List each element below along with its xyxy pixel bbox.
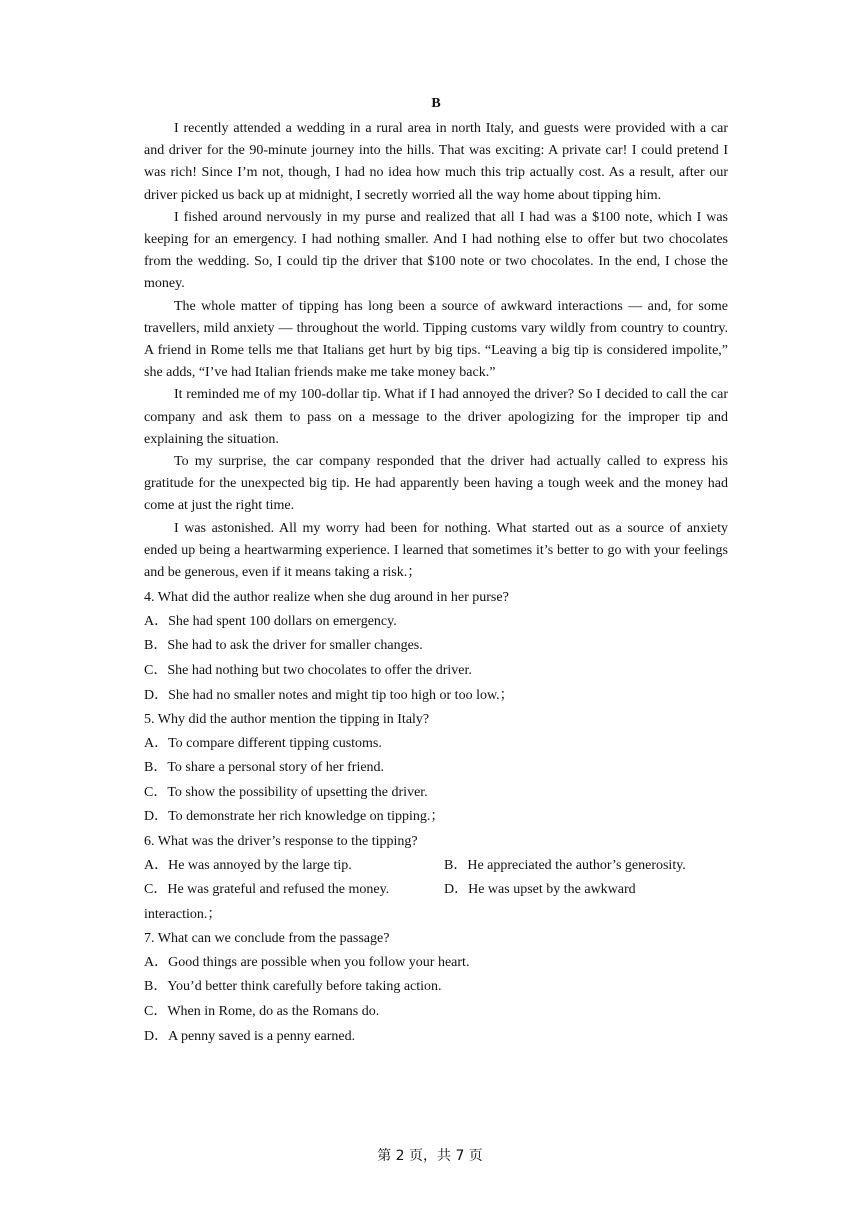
option-b: B．She had to ask the driver for smaller changes. xyxy=(144,638,423,654)
passage xyxy=(144,118,728,584)
question-4 xyxy=(144,586,728,708)
option-a: A．He was annoyed by the large tip. xyxy=(144,857,352,873)
question-stem: 4. What did the author realize when she dug around in her purse? xyxy=(144,590,509,606)
question-stem: 7. What can we conclude from the passage? xyxy=(144,931,390,947)
page-footer: 第 2 页，共 7 页 xyxy=(377,1148,483,1164)
option-row xyxy=(144,854,728,879)
option-d: D．To demonstrate her rich knowledge on tipping.； xyxy=(144,809,445,825)
option-c: C．When in Rome, do as the Romans do. xyxy=(144,1003,380,1019)
question-6 xyxy=(144,830,728,927)
option-b: B．To share a personal story of her friend. xyxy=(144,760,385,776)
option-d: D．He was upset by the awkward xyxy=(444,882,636,898)
option-a: A．Good things are possible when you follow your heart. xyxy=(144,954,470,970)
option-a: A．To compare different tipping customs. xyxy=(144,735,382,751)
passage-paragraph-1: I recently attended a wedding in a rural area in north Italy, and guests were provided with a car and driver for the 90-minute journey into the hills. That was exciting: A private car! I could pretend I was rich! Since I’m not, though, I had no idea how much this trip actually cost. As a result, after our driver picked us back up at midnight, I secretly worried all the way home about tipping him. xyxy=(144,121,728,203)
question-stem: 6. What was the driver’s response to the tipping? xyxy=(144,834,418,850)
option-a: A．She had spent 100 dollars on emergency. xyxy=(144,613,397,629)
option-c: C．To show the possibility of upsetting the driver. xyxy=(144,784,428,800)
option-c: C．She had nothing but two chocolates to offer the driver. xyxy=(144,662,472,678)
option-c: C．He was grateful and refused the money. xyxy=(144,882,390,898)
option-row xyxy=(144,878,728,903)
question-stem: 5. Why did the author mention the tipping in Italy? xyxy=(144,712,430,728)
page-content xyxy=(144,94,728,1049)
section-title: B xyxy=(431,96,441,111)
passage-paragraph-3: The whole matter of tipping has long been a source of awkward interactions — and, for some travellers, mild anxiety — throughout the world. Tipping customs vary wildly from country to country. A friend in Rome tells me that Italians get hurt by big tips. “Leaving a big tip is considered impolite,” she adds, “I’ve had Italian friends make me take money back.” xyxy=(144,298,728,381)
option-d-continuation: interaction.； xyxy=(144,906,222,922)
option-b: B．You’d better think carefully before taking action. xyxy=(144,979,442,995)
option-d: D．She had no smaller notes and might tip too high or too low.； xyxy=(144,687,514,703)
passage-paragraph-6: I was astonished. All my worry had been for nothing. What started out as a source of anxiety ended up being a heartwarming experience. I learned that sometimes it’s better to go with your feelings and be generous, even if it means taking a risk.； xyxy=(144,520,728,581)
option-d: D．A penny saved is a penny earned. xyxy=(144,1028,356,1044)
passage-paragraph-5: To my surprise, the car company responded that the driver had actually called to express his gratitude for the unexpected big tip. He had apparently been having a tough week and the money had come at just the right time. xyxy=(144,454,728,514)
option-b: B．He appreciated the author’s generosity. xyxy=(444,857,686,873)
passage-paragraph-2: I fished around nervously in my purse and realized that all I had was a $100 note, which I was keeping for an emergency. I had nothing smaller. And I had nothing else to offer but two chocolates from the wedding. So, I could tip the driver that $100 note or two chocolates. In the end, I chose the money. xyxy=(144,209,728,292)
passage-paragraph-4: It reminded me of my 100-dollar tip. What if I had annoyed the driver? So I decided to call the car company and ask them to pass on a message to the driver apologizing for the improper tip and explaining the situation. xyxy=(144,387,728,447)
question-5 xyxy=(144,708,728,830)
question-7 xyxy=(144,927,728,1049)
